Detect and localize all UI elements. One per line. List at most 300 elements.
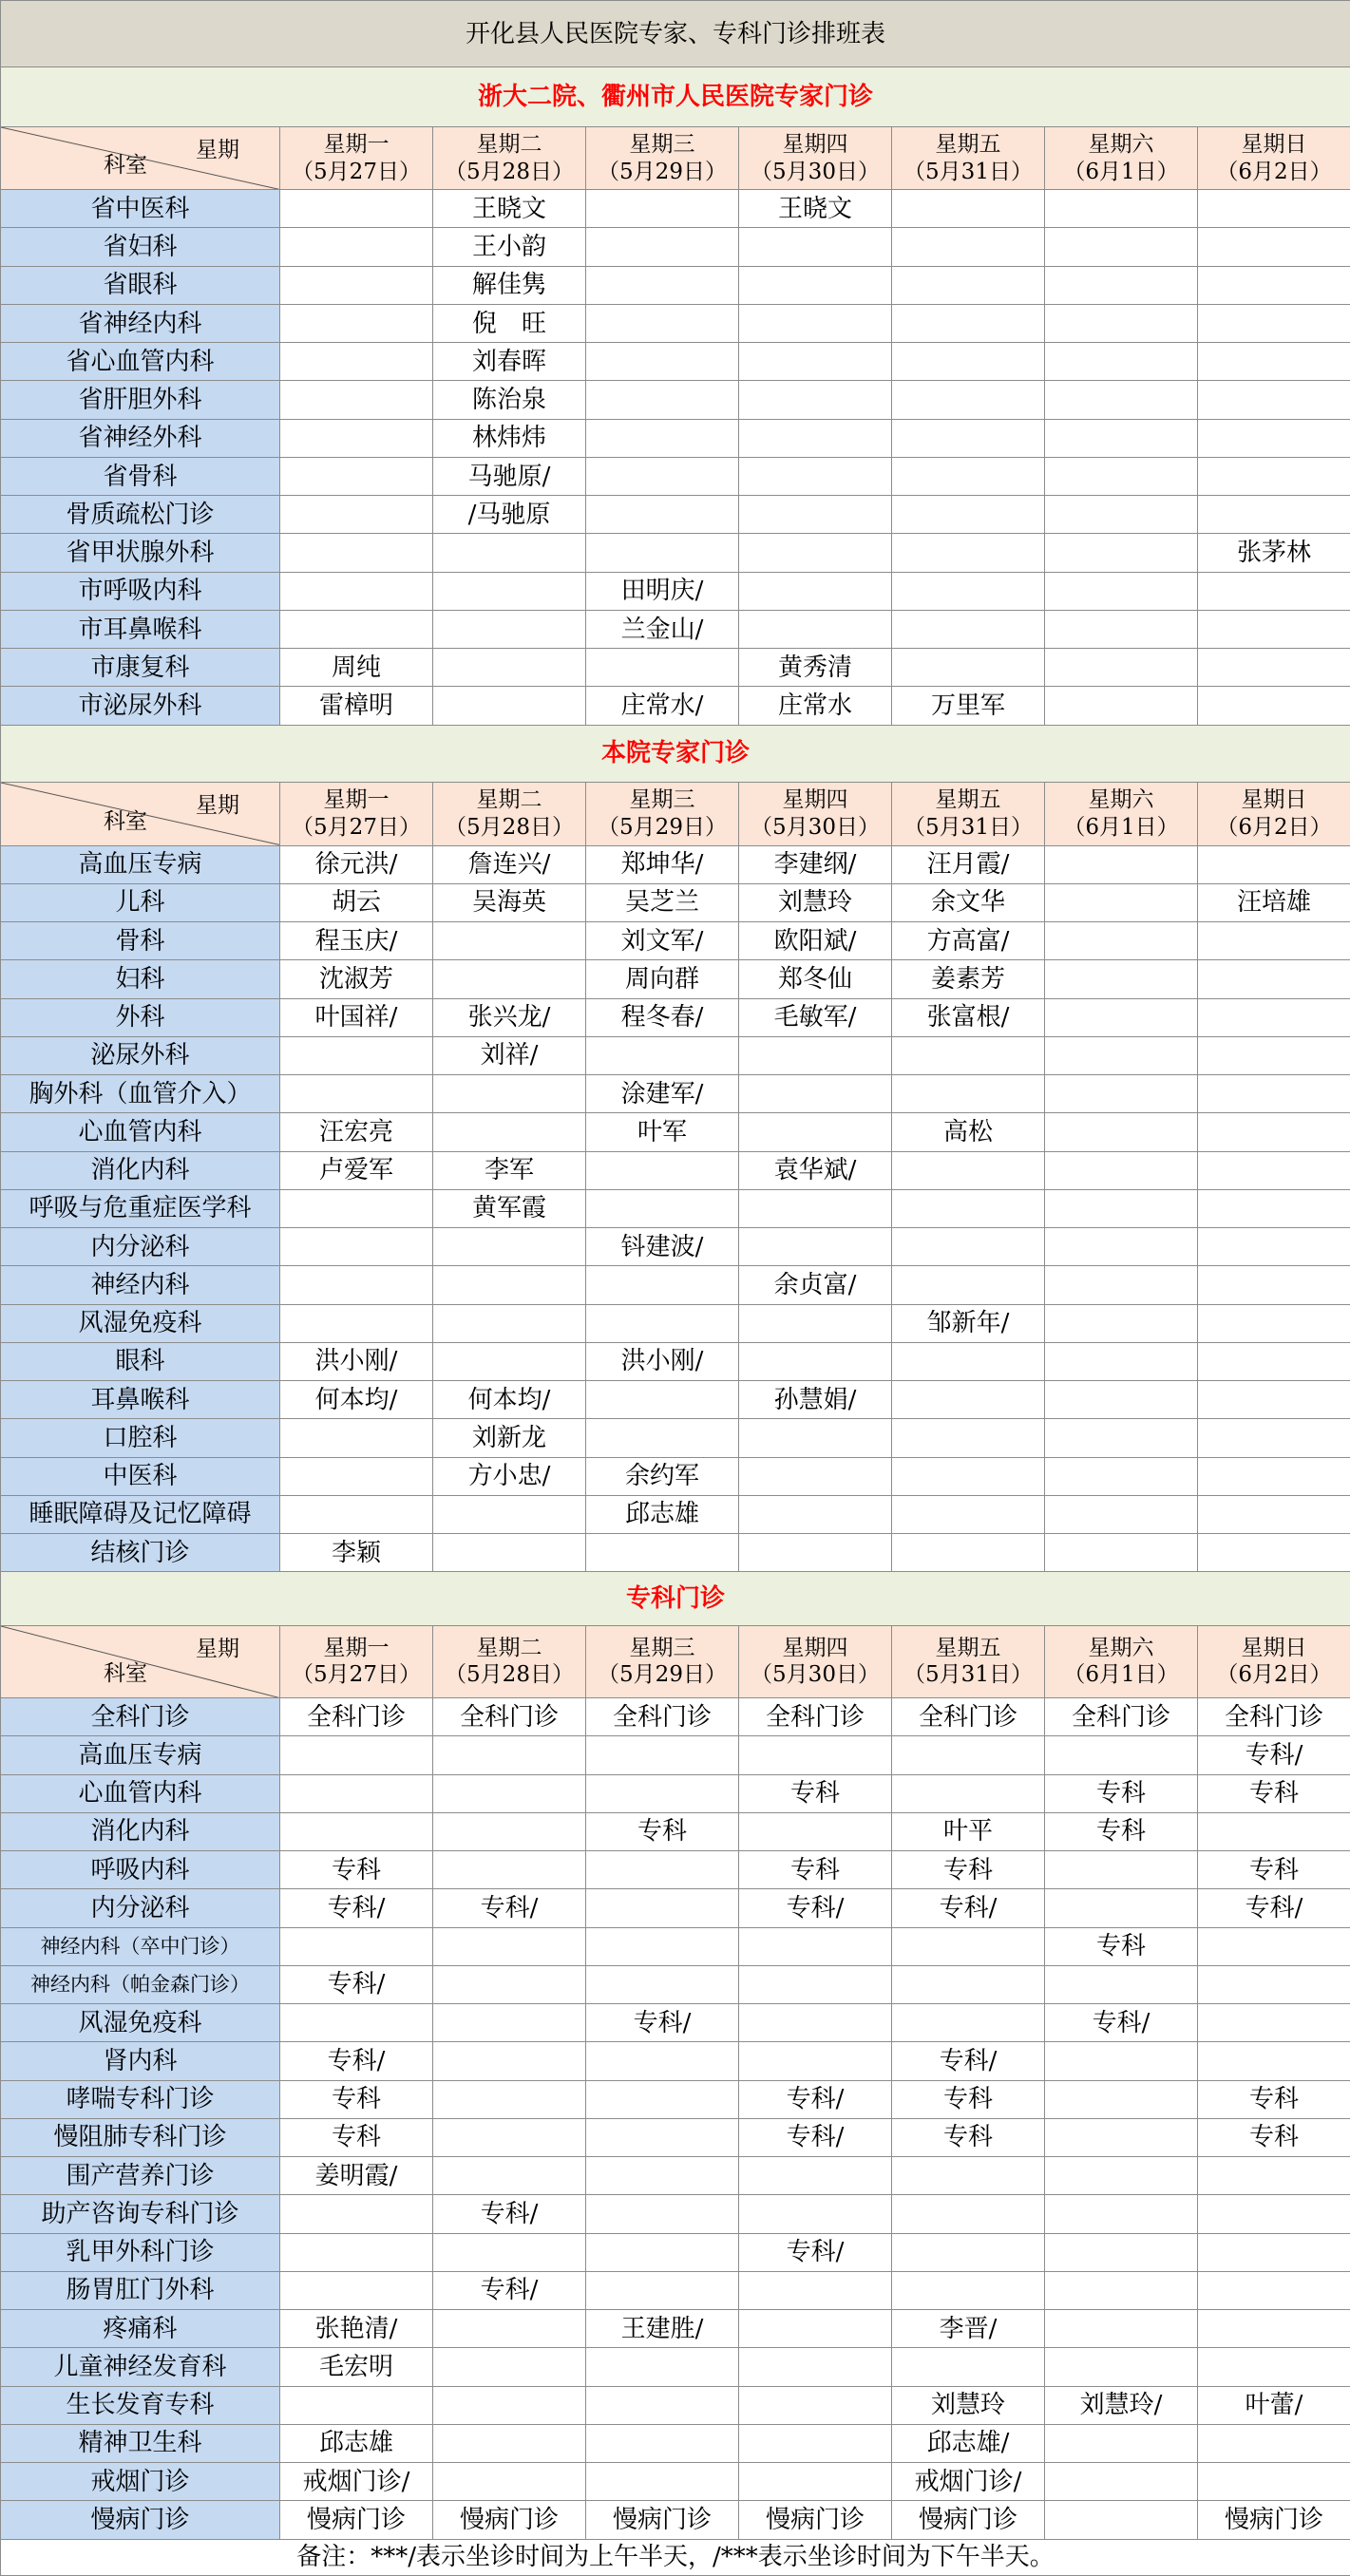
schedule-cell (892, 610, 1045, 648)
schedule-cell (892, 304, 1045, 342)
schedule-cell: 黄秀清 (739, 649, 892, 687)
schedule-cell (1045, 687, 1198, 725)
schedule-cell (586, 1151, 739, 1189)
table-row (1, 1151, 1350, 1189)
day-header (1045, 126, 1198, 189)
table-row (1, 2195, 1350, 2233)
schedule-cell (739, 419, 892, 457)
schedule-cell: 刘慧玲 (739, 883, 892, 921)
schedule-cell (280, 381, 433, 419)
department-cell: 消化内科 (1, 1151, 280, 1189)
schedule-cell (1198, 190, 1350, 228)
department-cell: 生长发育专科 (1, 2386, 280, 2424)
department-cell: 呼吸内科 (1, 1851, 280, 1889)
schedule-cell (1045, 2310, 1198, 2348)
schedule-cell (1198, 1965, 1350, 2003)
schedule-cell: 慢病门诊 (892, 2501, 1045, 2539)
schedule-cell (433, 572, 586, 610)
table-row (1, 960, 1350, 998)
day-header (433, 126, 586, 189)
day-weekday: 星期六 (1088, 131, 1154, 157)
schedule-cell: 何本均/ (280, 1381, 433, 1419)
schedule-cell (280, 2004, 433, 2042)
schedule-cell (739, 304, 892, 342)
schedule-cell: 全科门诊 (280, 1698, 433, 1736)
schedule-cell (739, 572, 892, 610)
schedule-cell (586, 2195, 739, 2233)
schedule-cell (892, 1419, 1045, 1457)
schedule-cell: 郑冬仙 (739, 960, 892, 998)
schedule-cell (1198, 1036, 1350, 1074)
schedule-cell (1045, 266, 1198, 304)
schedule-cell (1045, 304, 1198, 342)
schedule-cell (586, 1889, 739, 1927)
day-weekday: 星期日 (1241, 131, 1307, 157)
schedule-cell: 方小忠/ (433, 1457, 586, 1495)
schedule-cell (892, 1534, 1045, 1572)
schedule-cell (586, 1189, 739, 1227)
schedule-cell (280, 1419, 433, 1457)
table-row (1, 1495, 1350, 1533)
table-row (1, 1228, 1350, 1266)
schedule-cell (1198, 649, 1350, 687)
day-weekday: 星期四 (782, 787, 848, 813)
schedule-cell: 专科 (739, 1851, 892, 1889)
schedule-cell (280, 610, 433, 648)
schedule-cell: 专科 (1198, 2118, 1350, 2156)
schedule-cell: 全科门诊 (739, 1698, 892, 1736)
schedule-cell: 汪月霞/ (892, 845, 1045, 883)
schedule-cell: 专科 (1045, 1927, 1198, 1965)
header-corner (1, 126, 280, 189)
department-cell: 哮喘专科门诊 (1, 2080, 280, 2118)
schedule-cell: 王晓文 (433, 190, 586, 228)
department-cell: 精神卫生科 (1, 2424, 280, 2462)
table-row (1, 1698, 1350, 1736)
department-cell: 风湿免疫科 (1, 1304, 280, 1342)
day-header (433, 783, 586, 845)
schedule-cell (586, 304, 739, 342)
department-cell: 省眼科 (1, 266, 280, 304)
department-cell: 市康复科 (1, 649, 280, 687)
schedule-cell: 全科门诊 (1045, 1698, 1198, 1736)
schedule-cell (433, 2463, 586, 2501)
schedule-cell (892, 2348, 1045, 2386)
day-date: （6月1日） (1063, 814, 1179, 840)
schedule-cell (892, 1965, 1045, 2003)
schedule-cell (739, 2310, 892, 2348)
day-date: （5月30日） (751, 1662, 880, 1688)
day-weekday: 星期一 (323, 1635, 390, 1660)
schedule-cell (433, 1965, 586, 2003)
schedule-cell: 林炜炜 (433, 419, 586, 457)
department-cell: 骨质疏松门诊 (1, 496, 280, 534)
schedule-cell (1198, 2195, 1350, 2233)
schedule-cell (586, 2424, 739, 2462)
header-corner (1, 1625, 280, 1697)
schedule-cell (892, 1927, 1045, 1965)
schedule-cell (1198, 1812, 1350, 1850)
day-header (433, 1625, 586, 1697)
schedule-cell: 慢病门诊 (433, 2501, 586, 2539)
schedule-cell (739, 1228, 892, 1266)
department-cell: 高血压专病 (1, 1736, 280, 1774)
department-cell: 消化内科 (1, 1812, 280, 1850)
table-row (1, 1304, 1350, 1342)
department-cell: 省肝胆外科 (1, 381, 280, 419)
schedule-cell (433, 2233, 586, 2271)
schedule-cell: 钭建波/ (586, 1228, 739, 1266)
schedule-cell (1198, 2233, 1350, 2271)
schedule-cell (739, 381, 892, 419)
schedule-cell (1198, 960, 1350, 998)
schedule-cell: 刘春晖 (433, 343, 586, 381)
table-row (1, 1851, 1350, 1889)
schedule-cell (1045, 534, 1198, 572)
schedule-cell (586, 1851, 739, 1889)
schedule-cell (739, 2042, 892, 2080)
schedule-cell: 王建胜/ (586, 2310, 739, 2348)
schedule-cell (1045, 2424, 1198, 2462)
schedule-cell (1198, 1495, 1350, 1533)
schedule-cell: /马驰原 (433, 496, 586, 534)
table-row (1, 687, 1350, 725)
schedule-cell: 张富根/ (892, 998, 1045, 1036)
schedule-cell: 专科 (892, 2080, 1045, 2118)
schedule-cell (1198, 2463, 1350, 2501)
schedule-cell (1198, 2271, 1350, 2309)
table-row (1, 922, 1350, 960)
department-cell: 耳鼻喉科 (1, 1381, 280, 1419)
schedule-cell (1198, 228, 1350, 266)
schedule-cell (739, 1075, 892, 1113)
schedule-cell: 卢爱军 (280, 1151, 433, 1189)
schedule-cell (280, 1457, 433, 1495)
corner-department-label: 科室 (104, 153, 147, 179)
page-title: 开化县人民医院专家、专科门诊排班表 (1, 1, 1350, 67)
schedule-cell (433, 2004, 586, 2042)
schedule-cell: 兰金山/ (586, 610, 739, 648)
schedule-cell: 专科 (280, 2118, 433, 2156)
schedule-cell: 洪小刚/ (280, 1342, 433, 1380)
day-weekday: 星期三 (629, 787, 695, 813)
department-cell: 心血管内科 (1, 1113, 280, 1151)
schedule-cell (892, 419, 1045, 457)
schedule-cell (892, 2004, 1045, 2042)
schedule-cell (1045, 998, 1198, 1036)
schedule-cell: 涂建军/ (586, 1075, 739, 1113)
schedule-cell (586, 1304, 739, 1342)
department-cell: 围产营养门诊 (1, 2157, 280, 2195)
schedule-cell (433, 1774, 586, 1812)
day-weekday: 星期三 (629, 1635, 695, 1660)
schedule-cell (433, 1113, 586, 1151)
schedule-cell (586, 534, 739, 572)
schedule-cell: 余约军 (586, 1457, 739, 1495)
schedule-cell: 徐元洪/ (280, 845, 433, 883)
schedule-cell (1198, 1075, 1350, 1113)
schedule-cell (892, 2271, 1045, 2309)
schedule-cell (892, 343, 1045, 381)
schedule-cell: 周纯 (280, 649, 433, 687)
table-row (1, 534, 1350, 572)
day-weekday: 星期二 (476, 787, 542, 813)
day-date: （6月1日） (1063, 159, 1179, 184)
table-row (1, 2501, 1350, 2539)
schedule-cell (892, 1495, 1045, 1533)
day-header (586, 126, 739, 189)
schedule-cell: 专科 (1198, 1851, 1350, 1889)
schedule-cell: 专科 (586, 1812, 739, 1850)
schedule-cell (1045, 457, 1198, 495)
schedule-cell: 专科/ (739, 2233, 892, 2271)
schedule-cell: 专科 (280, 1851, 433, 1889)
department-cell: 呼吸与危重症医学科 (1, 1189, 280, 1227)
schedule-cell (892, 1189, 1045, 1227)
schedule-cell: 邱志雄 (280, 2424, 433, 2462)
schedule-cell: 专科 (1045, 1812, 1198, 1850)
schedule-cell (1198, 1927, 1350, 1965)
department-cell: 结核门诊 (1, 1534, 280, 1572)
schedule-cell (892, 1075, 1045, 1113)
day-date: （6月1日） (1063, 1662, 1179, 1688)
schedule-cell (1045, 496, 1198, 534)
table-row (1, 883, 1350, 921)
schedule-cell (280, 2271, 433, 2309)
schedule-cell (280, 2233, 433, 2271)
schedule-cell: 余文华 (892, 883, 1045, 921)
department-cell: 省中医科 (1, 190, 280, 228)
schedule-cell: 何本均/ (433, 1381, 586, 1419)
schedule-cell (1045, 572, 1198, 610)
day-weekday: 星期五 (935, 787, 1001, 813)
schedule-cell (1045, 1534, 1198, 1572)
schedule-cell (1045, 610, 1198, 648)
corner-weekday-label: 星期 (196, 1636, 239, 1661)
day-header (280, 783, 433, 845)
schedule-cell (1198, 2348, 1350, 2386)
table-row (1, 2310, 1350, 2348)
schedule-cell (586, 228, 739, 266)
schedule-cell (1198, 687, 1350, 725)
day-weekday: 星期五 (935, 131, 1001, 157)
day-date: （6月2日） (1216, 1662, 1332, 1688)
schedule-cell (892, 2157, 1045, 2195)
schedule-cell: 庄常水 (739, 687, 892, 725)
schedule-cell: 专科/ (739, 2080, 892, 2118)
schedule-cell (892, 1342, 1045, 1380)
schedule-cell (280, 572, 433, 610)
schedule-cell: 全科门诊 (586, 1698, 739, 1736)
schedule-cell (1198, 572, 1350, 610)
schedule-cell (739, 1304, 892, 1342)
department-cell: 胸外科（血管介入） (1, 1075, 280, 1113)
day-weekday: 星期二 (476, 131, 542, 157)
schedule-cell (892, 534, 1045, 572)
schedule-cell (739, 2195, 892, 2233)
table-row (1, 228, 1350, 266)
schedule-cell: 慢病门诊 (586, 2501, 739, 2539)
schedule-cell: 专科/ (1198, 1889, 1350, 1927)
schedule-cell (892, 457, 1045, 495)
schedule-cell (1045, 1419, 1198, 1457)
schedule-cell: 雷樟明 (280, 687, 433, 725)
schedule-cell (586, 343, 739, 381)
schedule-cell (433, 1812, 586, 1850)
schedule-cell (1045, 922, 1198, 960)
schedule-cell (1198, 1342, 1350, 1380)
schedule-cell (280, 1036, 433, 1074)
schedule-cell (280, 1736, 433, 1774)
schedule-cell: 孙慧娟/ (739, 1381, 892, 1419)
table-row (1, 1736, 1350, 1774)
schedule-cell (433, 610, 586, 648)
department-cell: 省甲状腺外科 (1, 534, 280, 572)
schedule-cell: 专科/ (280, 1889, 433, 1927)
schedule-cell (586, 1736, 739, 1774)
schedule-cell (739, 1189, 892, 1227)
schedule-cell: 洪小刚/ (586, 1342, 739, 1380)
schedule-cell (586, 2233, 739, 2271)
schedule-cell: 专科/ (433, 2195, 586, 2233)
schedule-cell (1045, 1036, 1198, 1074)
schedule-cell (280, 1495, 433, 1533)
schedule-cell: 汪宏亮 (280, 1113, 433, 1151)
day-header (586, 1625, 739, 1697)
schedule-cell: 倪 旺 (433, 304, 586, 342)
schedule-cell: 全科门诊 (892, 1698, 1045, 1736)
schedule-cell (586, 190, 739, 228)
table-row (1, 1113, 1350, 1151)
schedule-cell (739, 2157, 892, 2195)
table-row (1, 610, 1350, 648)
schedule-cell (433, 687, 586, 725)
schedule-cell (892, 228, 1045, 266)
schedule-cell (1045, 2348, 1198, 2386)
table-row (1, 1342, 1350, 1380)
schedule-cell: 全科门诊 (433, 1698, 586, 1736)
department-cell: 慢病门诊 (1, 2501, 280, 2539)
corner-weekday-label: 星期 (196, 793, 239, 819)
department-cell: 市泌尿外科 (1, 687, 280, 725)
schedule-cell (433, 922, 586, 960)
schedule-cell (586, 2080, 739, 2118)
day-weekday: 星期日 (1241, 787, 1307, 813)
schedule-cell (1198, 2310, 1350, 2348)
schedule-cell (892, 190, 1045, 228)
schedule-cell: 周向群 (586, 960, 739, 998)
schedule-cell (586, 1381, 739, 1419)
schedule-cell (739, 343, 892, 381)
schedule-cell (1198, 1113, 1350, 1151)
schedule-cell (1045, 228, 1198, 266)
schedule-cell (433, 960, 586, 998)
schedule-cell (1198, 1457, 1350, 1495)
schedule-cell (892, 381, 1045, 419)
footnote: 备注：***/表示坐诊时间为上午半天，/***表示坐诊时间为下午半天。 (1, 2539, 1350, 2575)
schedule-cell: 胡云 (280, 883, 433, 921)
schedule-cell: 专科 (892, 2118, 1045, 2156)
schedule-cell: 叶军 (586, 1113, 739, 1151)
section-title: 专科门诊 (1, 1572, 1350, 1625)
schedule-cell: 刘文军/ (586, 922, 739, 960)
schedule-cell: 刘慧玲/ (1045, 2386, 1198, 2424)
schedule-cell (280, 419, 433, 457)
schedule-cell (739, 2004, 892, 2042)
table-row (1, 1036, 1350, 1074)
day-date: （5月31日） (903, 1662, 1033, 1688)
day-weekday: 星期一 (323, 131, 390, 157)
day-weekday: 星期三 (629, 131, 695, 157)
department-cell: 内分泌科 (1, 1228, 280, 1266)
table-row (1, 2386, 1350, 2424)
schedule-cell (739, 496, 892, 534)
schedule-cell: 毛宏明 (280, 2348, 433, 2386)
schedule-cell (1045, 1266, 1198, 1304)
day-header (280, 1625, 433, 1697)
department-cell: 肠胃肛门外科 (1, 2271, 280, 2309)
schedule-cell: 李颖 (280, 1534, 433, 1572)
corner-department-label: 科室 (104, 808, 147, 834)
schedule-cell (586, 2348, 739, 2386)
schedule-cell: 专科/ (280, 1965, 433, 2003)
schedule-cell: 专科 (892, 1851, 1045, 1889)
schedule-cell (433, 1228, 586, 1266)
department-cell: 儿童神经发育科 (1, 2348, 280, 2386)
table-row (1, 1812, 1350, 1850)
schedule-cell (586, 2271, 739, 2309)
day-header (1198, 126, 1350, 189)
schedule-cell (280, 457, 433, 495)
schedule-cell (1045, 419, 1198, 457)
schedule-cell (1198, 2157, 1350, 2195)
header-corner (1, 783, 280, 845)
day-date: （5月28日） (445, 814, 574, 840)
schedule-cell (892, 496, 1045, 534)
table-row (1, 2042, 1350, 2080)
schedule-cell (739, 2424, 892, 2462)
department-cell: 慢阻肺专科门诊 (1, 2118, 280, 2156)
schedule-cell: 慢病门诊 (280, 2501, 433, 2539)
day-header (586, 783, 739, 845)
schedule-cell (586, 2118, 739, 2156)
schedule-cell (892, 1228, 1045, 1266)
schedule-cell: 马驰原/ (433, 457, 586, 495)
schedule-cell (586, 457, 739, 495)
schedule-cell: 田明庆/ (586, 572, 739, 610)
day-header (1045, 783, 1198, 845)
day-date: （5月29日） (598, 1662, 727, 1688)
table-row (1, 2157, 1350, 2195)
department-cell: 口腔科 (1, 1419, 280, 1457)
schedule-cell (1045, 845, 1198, 883)
day-date: （5月27日） (292, 814, 421, 840)
schedule-cell (1198, 381, 1350, 419)
schedule-cell (892, 1266, 1045, 1304)
department-cell: 儿科 (1, 883, 280, 921)
schedule-cell (1198, 1266, 1350, 1304)
schedule-cell: 郑坤华/ (586, 845, 739, 883)
schedule-cell: 庄常水/ (586, 687, 739, 725)
department-cell: 神经内科（卒中门诊） (1, 1927, 280, 1965)
schedule-cell: 李晋/ (892, 2310, 1045, 2348)
day-date: （6月2日） (1216, 159, 1332, 184)
table-row (1, 1381, 1350, 1419)
schedule-cell (1198, 1381, 1350, 1419)
schedule-cell (280, 1075, 433, 1113)
schedule-cell (280, 1774, 433, 1812)
table-row (1, 1774, 1350, 1812)
